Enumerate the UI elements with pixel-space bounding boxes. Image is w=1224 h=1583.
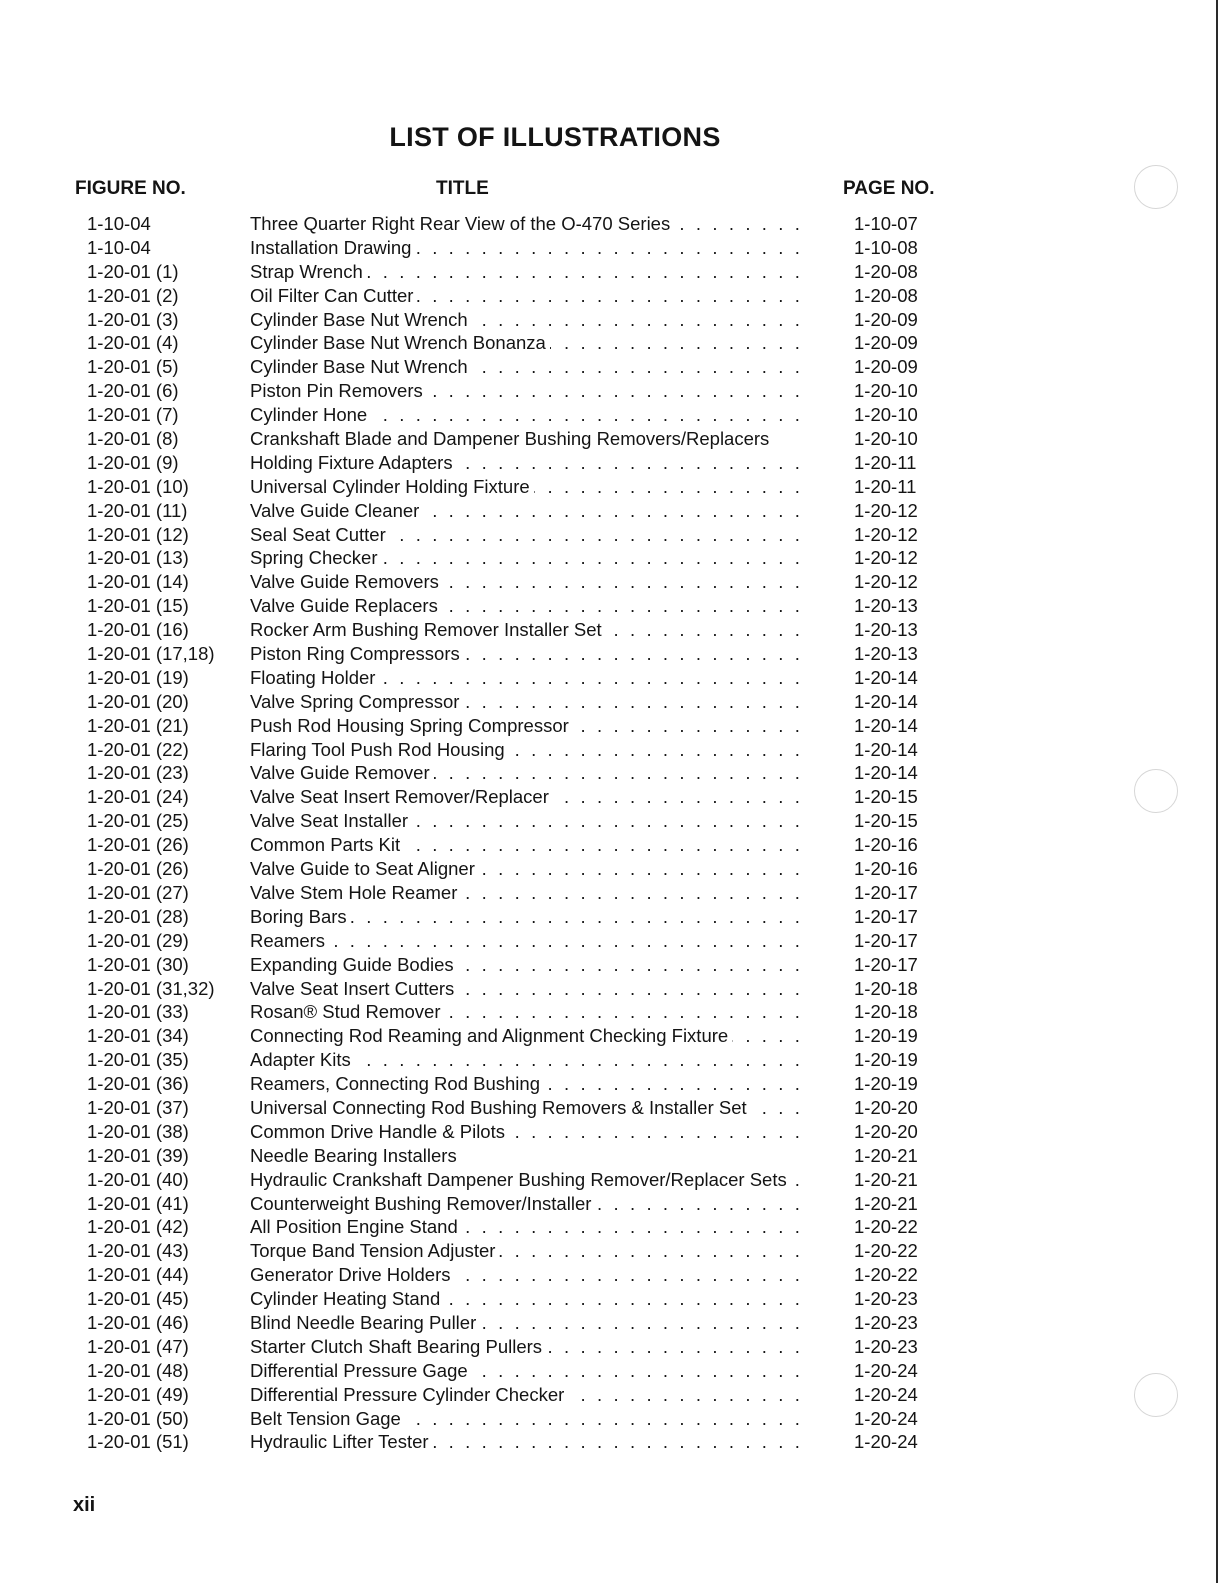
- list-item: [0, 1144, 1224, 1168]
- page-reference: 1-20-14: [854, 762, 918, 784]
- figure-number: 1-20-01 (47): [87, 1335, 189, 1357]
- figure-number: 1-20-01 (43): [87, 1240, 189, 1262]
- illustration-title-cell: [250, 1311, 825, 1335]
- list-item: [0, 1096, 1224, 1120]
- list-item: [0, 403, 1224, 427]
- page-reference: 1-20-17: [854, 929, 918, 951]
- list-item: [0, 1024, 1224, 1048]
- page-reference: 1-20-10: [854, 380, 918, 402]
- figure-number: 1-20-01 (25): [87, 810, 189, 832]
- list-item: [0, 929, 1224, 953]
- figure-number: 1-20-01 (44): [87, 1264, 189, 1286]
- list-item: [0, 355, 1224, 379]
- figure-number: 1-20-01 (48): [87, 1359, 189, 1381]
- page-reference: 1-20-20: [854, 1096, 918, 1118]
- page-reference: 1-20-13: [854, 595, 918, 617]
- illustration-title: Crankshaft Blade and Dampener Bushing Removers/Replacers: [250, 428, 773, 449]
- list-item: [0, 881, 1224, 905]
- illustration-title: Reamers: [250, 930, 329, 951]
- list-item: [0, 690, 1224, 714]
- page-reference: 1-20-23: [854, 1288, 918, 1310]
- page-reference: 1-20-17: [854, 881, 918, 903]
- figure-number: 1-20-01 (35): [87, 1049, 189, 1071]
- page-reference: 1-20-20: [854, 1120, 918, 1142]
- list-item: [0, 1430, 1224, 1454]
- page-reference: 1-20-23: [854, 1311, 918, 1333]
- page-reference: 1-20-15: [854, 810, 918, 832]
- page-reference: 1-20-22: [854, 1264, 918, 1286]
- figure-number: 1-20-01 (34): [87, 1025, 189, 1047]
- page-reference: 1-20-15: [854, 786, 918, 808]
- list-item: [0, 1239, 1224, 1263]
- column-header-page: PAGE NO.: [843, 178, 935, 199]
- list-item: [0, 236, 1224, 260]
- list-item: [0, 427, 1224, 451]
- page-reference: 1-20-17: [854, 905, 918, 927]
- illustration-title: Cylinder Base Nut Wrench: [250, 356, 472, 377]
- illustration-title: Cylinder Hone: [250, 404, 371, 425]
- page-reference: 1-20-12: [854, 547, 918, 569]
- page-reference: 1-20-08: [854, 260, 918, 282]
- illustration-title: Installation Drawing: [250, 237, 415, 258]
- illustration-title: Counterweight Bushing Remover/Installer: [250, 1193, 595, 1214]
- page-reference: 1-20-12: [854, 571, 918, 593]
- illustration-title-cell: [250, 857, 825, 881]
- illustration-title: Piston Ring Compressors: [250, 643, 464, 664]
- illustration-title: Differential Pressure Gage: [250, 1360, 472, 1381]
- page-reference: 1-20-21: [854, 1144, 918, 1166]
- figure-number: 1-20-01 (22): [87, 738, 189, 760]
- figure-number: 1-20-01 (26): [87, 858, 189, 880]
- figure-number: 1-20-01 (20): [87, 690, 189, 712]
- illustration-title-cell: [250, 1239, 825, 1263]
- illustration-title: Universal Cylinder Holding Fixture: [250, 476, 534, 497]
- binder-hole: [1134, 165, 1178, 209]
- illustration-title-cell: [250, 403, 825, 427]
- illustration-title-cell: [250, 1144, 825, 1168]
- illustration-title-cell: [250, 1407, 825, 1431]
- figure-number: 1-20-01 (42): [87, 1216, 189, 1238]
- list-item: [0, 308, 1224, 332]
- page-edge-line: [1216, 0, 1218, 1583]
- list-item: [0, 666, 1224, 690]
- list-item: [0, 1407, 1224, 1431]
- illustration-title-cell: [250, 833, 825, 857]
- illustration-title-cell: [250, 977, 825, 1001]
- illustration-title-cell: [250, 523, 825, 547]
- list-item: [0, 212, 1224, 236]
- figure-number: 1-20-01 (7): [87, 404, 179, 426]
- figure-number: 1-20-01 (26): [87, 834, 189, 856]
- page-reference: 1-20-17: [854, 953, 918, 975]
- list-item: [0, 1192, 1224, 1216]
- illustration-title-cell: [250, 666, 825, 690]
- binder-hole: [1134, 1373, 1178, 1417]
- illustration-title-cell: [250, 451, 825, 475]
- illustration-title: Seal Seat Cutter: [250, 524, 390, 545]
- page-reference: 1-20-18: [854, 1001, 918, 1023]
- figure-number: 1-20-01 (51): [87, 1431, 189, 1453]
- figure-number: 1-20-01 (31,32): [87, 977, 215, 999]
- page-reference: 1-20-24: [854, 1407, 918, 1429]
- illustration-title-cell: [250, 594, 825, 618]
- list-item: [0, 1168, 1224, 1192]
- illustration-title: Valve Seat Installer: [250, 810, 412, 831]
- page-reference: 1-10-08: [854, 236, 918, 258]
- column-header-title: TITLE: [436, 178, 489, 199]
- list-item: [0, 809, 1224, 833]
- figure-number: 1-20-01 (16): [87, 619, 189, 641]
- list-item: [0, 833, 1224, 857]
- figure-number: 1-20-01 (36): [87, 1073, 189, 1095]
- figure-number: 1-20-01 (10): [87, 475, 189, 497]
- page-reference: 1-20-19: [854, 1025, 918, 1047]
- illustration-title: Starter Clutch Shaft Bearing Pullers: [250, 1336, 546, 1357]
- figure-number: 1-20-01 (4): [87, 332, 179, 354]
- illustration-title: Connecting Rod Reaming and Alignment Checking Fixture: [250, 1025, 732, 1046]
- list-item: [0, 642, 1224, 666]
- illustration-title-cell: [250, 642, 825, 666]
- list-item: [0, 1000, 1224, 1024]
- illustration-title-cell: [250, 379, 825, 403]
- illustration-title: Common Drive Handle & Pilots: [250, 1121, 509, 1142]
- list-item: [0, 785, 1224, 809]
- figure-number: 1-20-01 (37): [87, 1096, 189, 1118]
- list-item: [0, 1287, 1224, 1311]
- illustration-title: All Position Engine Stand: [250, 1216, 462, 1237]
- page-reference: 1-20-24: [854, 1383, 918, 1405]
- illustration-title-cell: [250, 1430, 825, 1454]
- illustration-title: Valve Spring Compressor: [250, 691, 463, 712]
- list-item: [0, 905, 1224, 929]
- page-reference: 1-20-12: [854, 499, 918, 521]
- list-item: [0, 618, 1224, 642]
- page-reference: 1-20-16: [854, 834, 918, 856]
- illustration-title: Common Parts Kit: [250, 834, 404, 855]
- page-reference: 1-20-10: [854, 404, 918, 426]
- illustration-title: Push Rod Housing Spring Compressor: [250, 715, 573, 736]
- illustration-title: Three Quarter Right Rear View of the O-470 Series: [250, 213, 674, 234]
- illustration-title-cell: [250, 212, 825, 236]
- page-reference: 1-20-21: [854, 1168, 918, 1190]
- figure-number: 1-20-01 (33): [87, 1001, 189, 1023]
- page-reference: 1-20-19: [854, 1049, 918, 1071]
- illustration-title-cell: [250, 738, 825, 762]
- illustration-title-cell: [250, 1120, 825, 1144]
- list-item: [0, 1215, 1224, 1239]
- list-item: [0, 857, 1224, 881]
- illustration-title-cell: [250, 355, 825, 379]
- figure-number: 1-20-01 (50): [87, 1407, 189, 1429]
- page-number: xii: [73, 1494, 96, 1516]
- illustration-title: Generator Drive Holders: [250, 1264, 455, 1285]
- illustration-title-cell: [250, 714, 825, 738]
- illustration-title: Needle Bearing Installers: [250, 1145, 461, 1166]
- page-reference: 1-20-13: [854, 643, 918, 665]
- list-item: [0, 1383, 1224, 1407]
- illustration-title-cell: [250, 427, 825, 451]
- illustration-title-cell: [250, 1263, 825, 1287]
- figure-number: 1-20-01 (19): [87, 666, 189, 688]
- page-reference: 1-20-12: [854, 523, 918, 545]
- figure-number: 1-20-01 (12): [87, 523, 189, 545]
- illustration-title: Floating Holder: [250, 667, 379, 688]
- list-item: [0, 284, 1224, 308]
- page-reference: 1-20-11: [854, 451, 917, 473]
- figure-number: 1-20-01 (49): [87, 1383, 189, 1405]
- figure-number: 1-20-01 (8): [87, 428, 179, 450]
- list-item: [0, 379, 1224, 403]
- figure-number: 1-20-01 (23): [87, 762, 189, 784]
- illustration-title-cell: [250, 1024, 825, 1048]
- page-reference: 1-20-19: [854, 1073, 918, 1095]
- list-item: [0, 953, 1224, 977]
- figure-number: 1-20-01 (30): [87, 953, 189, 975]
- illustration-title: Valve Guide Removers: [250, 571, 443, 592]
- illustrations-list: [0, 212, 1224, 1454]
- figure-number: 1-20-01 (46): [87, 1311, 189, 1333]
- figure-number: 1-20-01 (13): [87, 547, 189, 569]
- figure-number: 1-20-01 (29): [87, 929, 189, 951]
- page-reference: 1-20-08: [854, 284, 918, 306]
- list-item: [0, 1311, 1224, 1335]
- figure-number: 1-20-01 (27): [87, 881, 189, 903]
- column-header-figure: FIGURE NO.: [75, 178, 186, 199]
- page-reference: 1-20-24: [854, 1359, 918, 1381]
- page-reference: 1-20-16: [854, 858, 918, 880]
- figure-number: 1-20-01 (24): [87, 786, 189, 808]
- binder-hole: [1134, 769, 1178, 813]
- illustration-title-cell: [250, 1359, 825, 1383]
- page-reference: 1-20-13: [854, 619, 918, 641]
- figure-number: 1-20-01 (2): [87, 284, 179, 306]
- page-reference: 1-20-18: [854, 977, 918, 999]
- figure-number: 1-20-01 (14): [87, 571, 189, 593]
- illustration-title-cell: [250, 690, 825, 714]
- figure-number: 1-20-01 (38): [87, 1120, 189, 1142]
- illustration-title: Flaring Tool Push Rod Housing: [250, 739, 509, 760]
- illustration-title: Expanding Guide Bodies: [250, 954, 458, 975]
- illustration-title: Boring Bars: [250, 906, 351, 927]
- list-item: [0, 523, 1224, 547]
- illustration-title: Oil Filter Can Cutter: [250, 285, 417, 306]
- illustration-title: Rocker Arm Bushing Remover Installer Set: [250, 619, 606, 640]
- list-item: [0, 1048, 1224, 1072]
- list-item: [0, 331, 1224, 355]
- figure-number: 1-10-04: [87, 236, 151, 258]
- illustration-title: Strap Wrench: [250, 261, 367, 282]
- page-title: LIST OF ILLUSTRATIONS: [389, 122, 721, 152]
- list-item: [0, 1072, 1224, 1096]
- illustration-title: Spring Checker: [250, 547, 382, 568]
- illustration-title-cell: [250, 761, 825, 785]
- figure-number: 1-20-01 (21): [87, 714, 189, 736]
- illustration-title-cell: [250, 499, 825, 523]
- figure-number: 1-20-01 (3): [87, 308, 179, 330]
- illustration-title-cell: [250, 260, 825, 284]
- illustration-title: Valve Guide Replacers: [250, 595, 442, 616]
- page-reference: 1-20-14: [854, 666, 918, 688]
- list-item: [0, 1263, 1224, 1287]
- illustration-title-cell: [250, 1335, 825, 1359]
- figure-number: 1-20-01 (40): [87, 1168, 189, 1190]
- illustration-title: Blind Needle Bearing Puller: [250, 1312, 480, 1333]
- page-reference: 1-20-10: [854, 428, 918, 450]
- figure-number: 1-20-01 (9): [87, 451, 179, 473]
- illustration-title: Differential Pressure Cylinder Checker: [250, 1384, 568, 1405]
- illustration-title: Hydraulic Lifter Tester: [250, 1431, 433, 1452]
- illustration-title: Torque Band Tension Adjuster: [250, 1240, 499, 1261]
- illustration-title: Cylinder Base Nut Wrench Bonanza: [250, 332, 550, 353]
- illustration-title-cell: [250, 905, 825, 929]
- figure-number: 1-20-01 (17,18): [87, 643, 215, 665]
- list-item: [0, 761, 1224, 785]
- list-item: [0, 451, 1224, 475]
- illustration-title: Valve Guide Cleaner: [250, 500, 423, 521]
- page-reference: 1-20-22: [854, 1240, 918, 1262]
- list-item: [0, 546, 1224, 570]
- figure-number: 1-20-01 (6): [87, 380, 179, 402]
- illustration-title-cell: [250, 331, 825, 355]
- illustration-title: Cylinder Heating Stand: [250, 1288, 444, 1309]
- illustration-title: Reamers, Connecting Rod Bushing: [250, 1073, 544, 1094]
- figure-number: 1-20-01 (5): [87, 356, 179, 378]
- page-reference: 1-20-09: [854, 308, 918, 330]
- illustration-title-cell: [250, 475, 825, 499]
- page-reference: 1-10-07: [854, 213, 918, 234]
- illustration-title-cell: [250, 1048, 825, 1072]
- page-reference: 1-20-14: [854, 738, 918, 760]
- illustration-title-cell: [250, 1192, 825, 1216]
- illustration-title-cell: [250, 618, 825, 642]
- figure-number: 1-20-01 (39): [87, 1144, 189, 1166]
- illustration-title: Valve Stem Hole Reamer: [250, 882, 461, 903]
- illustration-title-cell: [250, 953, 825, 977]
- page-reference: 1-20-23: [854, 1335, 918, 1357]
- list-item: [0, 1120, 1224, 1144]
- page-reference: 1-20-24: [854, 1431, 918, 1453]
- page-reference: 1-20-09: [854, 356, 918, 378]
- page-reference: 1-20-14: [854, 690, 918, 712]
- illustration-title-cell: [250, 1072, 825, 1096]
- illustration-title-cell: [250, 546, 825, 570]
- illustration-title: Piston Pin Removers: [250, 380, 427, 401]
- illustration-title-cell: [250, 1168, 825, 1192]
- list-item: [0, 260, 1224, 284]
- illustration-title: Cylinder Base Nut Wrench: [250, 309, 472, 330]
- illustration-title: Valve Seat Insert Cutters: [250, 978, 458, 999]
- illustration-title: Valve Guide Remover: [250, 762, 434, 783]
- list-item: [0, 594, 1224, 618]
- illustration-title-cell: [250, 1287, 825, 1311]
- illustration-title: Valve Guide to Seat Aligner: [250, 858, 479, 879]
- figure-number: 1-20-01 (15): [87, 595, 189, 617]
- illustration-title-cell: [250, 785, 825, 809]
- figure-number: 1-10-04: [87, 213, 151, 234]
- page-reference: 1-20-22: [854, 1216, 918, 1238]
- illustration-title-cell: [250, 284, 825, 308]
- illustration-title: Belt Tension Gage: [250, 1408, 405, 1429]
- page-reference: 1-20-09: [854, 332, 918, 354]
- illustration-title: Rosan® Stud Remover: [250, 1001, 445, 1022]
- illustration-title-cell: [250, 308, 825, 332]
- list-item: [0, 977, 1224, 1001]
- list-item: [0, 1359, 1224, 1383]
- figure-number: 1-20-01 (11): [87, 499, 188, 521]
- illustration-title-cell: [250, 1096, 825, 1120]
- list-item: [0, 570, 1224, 594]
- list-item: [0, 714, 1224, 738]
- illustration-title-cell: [250, 1383, 825, 1407]
- list-item: [0, 738, 1224, 762]
- page-reference: 1-20-14: [854, 714, 918, 736]
- illustration-title: Hydraulic Crankshaft Dampener Bushing Remover/Replacer Sets: [250, 1169, 791, 1190]
- illustration-title-cell: [250, 881, 825, 905]
- illustration-title-cell: [250, 236, 825, 260]
- illustration-title-cell: [250, 929, 825, 953]
- illustration-title-cell: [250, 1215, 825, 1239]
- illustration-title-cell: [250, 570, 825, 594]
- illustration-title: Valve Seat Insert Remover/Replacer: [250, 786, 553, 807]
- figure-number: 1-20-01 (1): [87, 260, 179, 282]
- figure-number: 1-20-01 (28): [87, 905, 189, 927]
- illustration-title: Holding Fixture Adapters: [250, 452, 457, 473]
- page-reference: 1-20-11: [854, 475, 917, 497]
- illustration-title-cell: [250, 809, 825, 833]
- list-item: [0, 475, 1224, 499]
- figure-number: 1-20-01 (45): [87, 1288, 189, 1310]
- list-item: [0, 1335, 1224, 1359]
- list-item: [0, 499, 1224, 523]
- figure-number: 1-20-01 (41): [87, 1192, 189, 1214]
- illustration-title: Adapter Kits: [250, 1049, 355, 1070]
- page-reference: 1-20-21: [854, 1192, 918, 1214]
- illustration-title-cell: [250, 1000, 825, 1024]
- illustration-title: Universal Connecting Rod Bushing Removers & Installer Set: [250, 1097, 751, 1118]
